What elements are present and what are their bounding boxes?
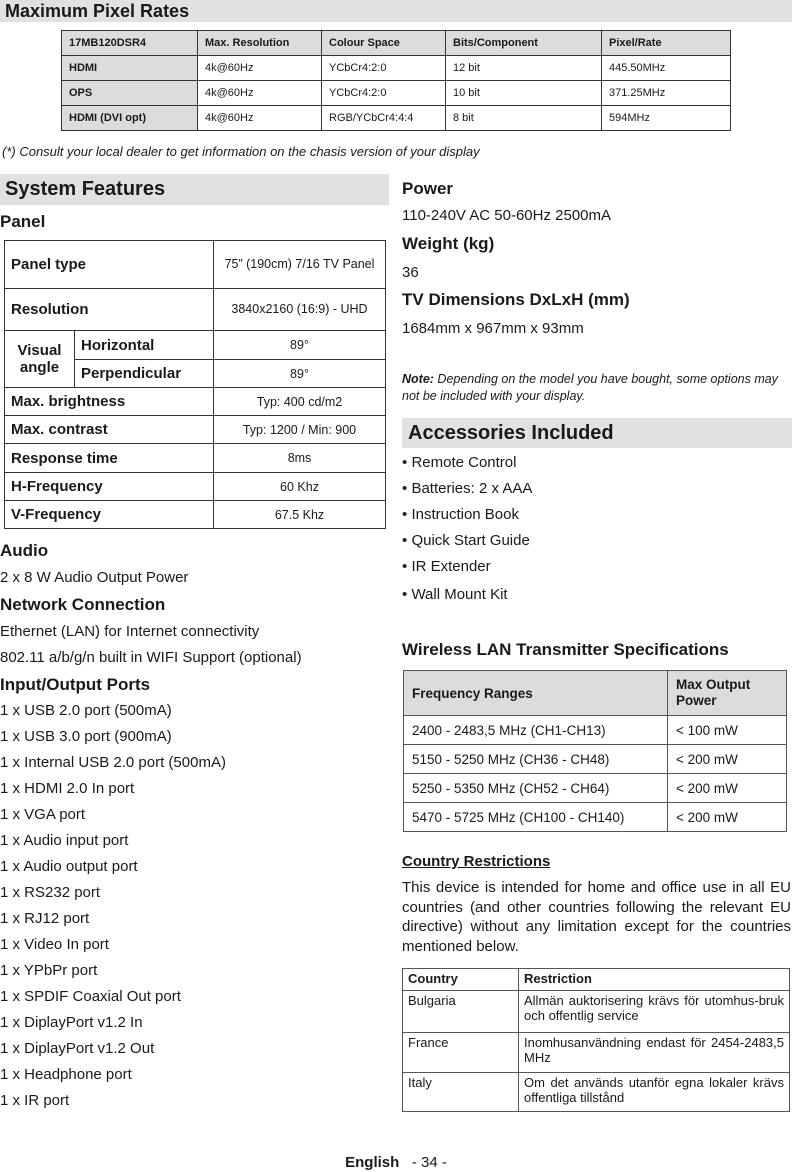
table-cell: 4k@60Hz [198,56,322,81]
v-frequency-label: V-Frequency [5,501,214,529]
table-row [403,1033,790,1073]
list-item [402,450,792,476]
panel-type-value: 75” (190cm) 7/16 TV Panel [214,241,386,289]
note [402,371,792,405]
table-header-cell: Max. Resolution [198,31,322,56]
table-header-cell: Restriction [519,969,790,991]
table-header-cell: Max Output Power [668,671,787,716]
country-text: This device is intended for home and office use in all EU countries (and other countries following the relevant EU directive) without any limitation except for the countries mentioned below. [402,879,791,955]
table-row [5,289,386,331]
table-cell: YCbCr4:2:0 [322,81,446,106]
list-item: 1 x RS232 port [0,884,101,901]
bullet: • [402,454,408,471]
accessories-list [402,450,792,608]
list-item: 1 x SPDIF Coaxial Out port [0,988,181,1005]
table-row [5,416,386,444]
note-text: Depending on the model you have bought, some options may not be included with your display. [402,372,778,403]
dimensions-text: 1684mm x 967mm x 93mm [402,320,584,337]
table-cell: 594MHz [602,106,731,131]
list-item: 1 x USB 3.0 port (900mA) [0,728,172,745]
list-item: 1 x Audio input port [0,832,129,849]
list-item-text: Instruction Book [411,506,519,523]
max-brightness-value: Typ: 400 cd/m2 [214,388,386,416]
horizontal-value: 89° [214,331,386,360]
table-row [403,1073,790,1112]
list-item: 1 x RJ12 port [0,910,90,927]
list-item: 1 x YPbPr port [0,962,98,979]
table-row [62,106,731,131]
table-cell: 371.25MHz [602,81,731,106]
network-heading: Network Connection [0,595,166,614]
table-row [5,388,386,416]
h-frequency-value: 60 Khz [214,473,386,501]
response-time-label: Response time [5,444,214,473]
wlan-heading: Wireless LAN Transmitter Specifications [402,640,729,659]
list-item: 1 x DiplayPort v1.2 Out [0,1040,155,1057]
table-cell: RGB/YCbCr4:4:4 [322,106,446,131]
pixel-rates-title: Maximum Pixel Rates [0,0,792,22]
weight-text: 36 [402,264,419,281]
list-item [402,502,792,528]
table-cell: 12 bit [446,56,602,81]
table-header-row [404,671,787,716]
accessories-title: Accessories Included [402,418,792,448]
list-item-text: Quick Start Guide [411,532,530,549]
country-heading: Country Restrictions [402,853,551,870]
list-item: 1 x IR port [0,1092,70,1109]
table-row [5,473,386,501]
weight-heading: Weight (kg) [402,234,495,253]
table-header-cell: Pixel/Rate [602,31,731,56]
table-cell: HDMI [62,56,198,81]
v-frequency-value: 67.5 Khz [214,501,386,529]
perpendicular-value: 89° [214,360,386,388]
country-table [402,968,790,1112]
horizontal-label: Horizontal [75,331,214,360]
table-row [403,991,790,1033]
table-row [404,716,787,745]
max-contrast-label: Max. contrast [5,416,214,444]
power-text: 110-240V AC 50-60Hz 2500mA [402,207,612,224]
table-cell: OPS [62,81,198,106]
wlan-table [403,670,787,832]
bullet: • [402,506,408,523]
io-heading: Input/Output Ports [0,675,151,694]
table-row [5,331,386,360]
bullet: • [402,532,408,549]
power-heading: Power [402,179,454,198]
table-header-cell: Colour Space [322,31,446,56]
table-cell: 5150 - 5250 MHz (CH36 - CH48) [404,745,668,774]
list-item [402,582,792,608]
table-header-cell: Frequency Ranges [404,671,668,716]
table-header-cell: Bits/Component [446,31,602,56]
table-row [62,56,731,81]
panel-type-label: Panel type [5,241,214,289]
list-item: 1 x Video In port [0,936,109,953]
note-label: Note: [402,372,434,386]
panel-heading: Panel [0,212,46,231]
table-cell: 4k@60Hz [198,106,322,131]
table-cell: < 200 mW [668,745,787,774]
table-cell: < 200 mW [668,774,787,803]
bullet: • [402,558,408,575]
list-item [402,528,792,554]
table-cell: Om det används utanför egna lokaler krävs offentliga tillstånd [519,1073,790,1112]
list-item: 1 x DiplayPort v1.2 In [0,1014,143,1031]
page-footer [0,1154,792,1171]
resolution-label: Resolution [5,289,214,331]
table-header-row [62,31,731,56]
table-row [404,803,787,832]
h-frequency-label: H-Frequency [5,473,214,501]
table-cell: 4k@60Hz [198,81,322,106]
table-cell: < 200 mW [668,803,787,832]
list-item-text: IR Extender [411,558,491,575]
table-header-cell: Country [403,969,519,991]
max-contrast-value: Typ: 1200 / Min: 900 [214,416,386,444]
table-cell: YCbCr4:2:0 [322,56,446,81]
dimensions-heading: TV Dimensions DxLxH (mm) [402,290,630,309]
network-line: Ethernet (LAN) for Internet connectivity [0,623,260,640]
list-item-text: Wall Mount Kit [411,586,508,603]
table-row [5,501,386,529]
table-cell: Allmän auktorisering krävs för utomhus-bruk och offentlig service [519,991,790,1033]
table-cell: 445.50MHz [602,56,731,81]
table-cell: Inomhusanvändning endast för 2454-2483,5 MHz [519,1033,790,1073]
table-row [404,745,787,774]
table-header-row [403,969,790,991]
table-cell: 2400 - 2483,5 MHz (CH1-CH13) [404,716,668,745]
table-cell: HDMI (DVI opt) [62,106,198,131]
table-row [404,774,787,803]
list-item: 1 x USB 2.0 port (500mA) [0,702,172,719]
table-row [62,81,731,106]
list-item-text: Batteries: 2 x AAA [411,480,533,497]
table-cell: 10 bit [446,81,602,106]
table-cell: France [403,1033,519,1073]
pixel-rates-footnote: (*) Consult your local dealer to get information on the chasis version of your display [2,144,480,159]
audio-heading: Audio [0,541,49,560]
list-item: 1 x Audio output port [0,858,138,875]
audio-text: 2 x 8 W Audio Output Power [0,569,189,586]
response-time-value: 8ms [214,444,386,473]
panel-spec-table [4,240,386,529]
max-brightness-label: Max. brightness [5,388,214,416]
table-cell: < 100 mW [668,716,787,745]
table-cell: Bulgaria [403,991,519,1033]
pixel-rates-table [61,30,731,131]
network-line: 802.11 a/b/g/n built in WIFI Support (optional) [0,649,302,666]
list-item: 1 x Internal USB 2.0 port (500mA) [0,754,226,771]
list-item: 1 x HDMI 2.0 In port [0,780,135,797]
resolution-value: 3840x2160 (16:9) - UHD [214,289,386,331]
table-row [5,444,386,473]
perpendicular-label: Perpendicular [75,360,214,388]
table-cell: 5470 - 5725 MHz (CH100 - CH140) [404,803,668,832]
table-header-cell: 17MB120DSR4 [62,31,198,56]
table-cell: Italy [403,1073,519,1112]
page-number: - 34 - [411,1154,447,1171]
visual-angle-label: Visual angle [5,331,75,388]
list-item: 1 x VGA port [0,806,86,823]
table-cell: 5250 - 5350 MHz (CH52 - CH64) [404,774,668,803]
list-item [402,476,792,502]
footer-language: English [345,1154,400,1171]
table-cell: 8 bit [446,106,602,131]
system-features-title: System Features [0,174,389,205]
list-item-text: Remote Control [411,454,517,471]
list-item [402,554,792,580]
io-ports-list [0,698,385,1114]
list-item: 1 x Headphone port [0,1066,132,1083]
bullet: • [402,480,408,497]
bullet: • [402,586,408,603]
table-row [5,241,386,289]
